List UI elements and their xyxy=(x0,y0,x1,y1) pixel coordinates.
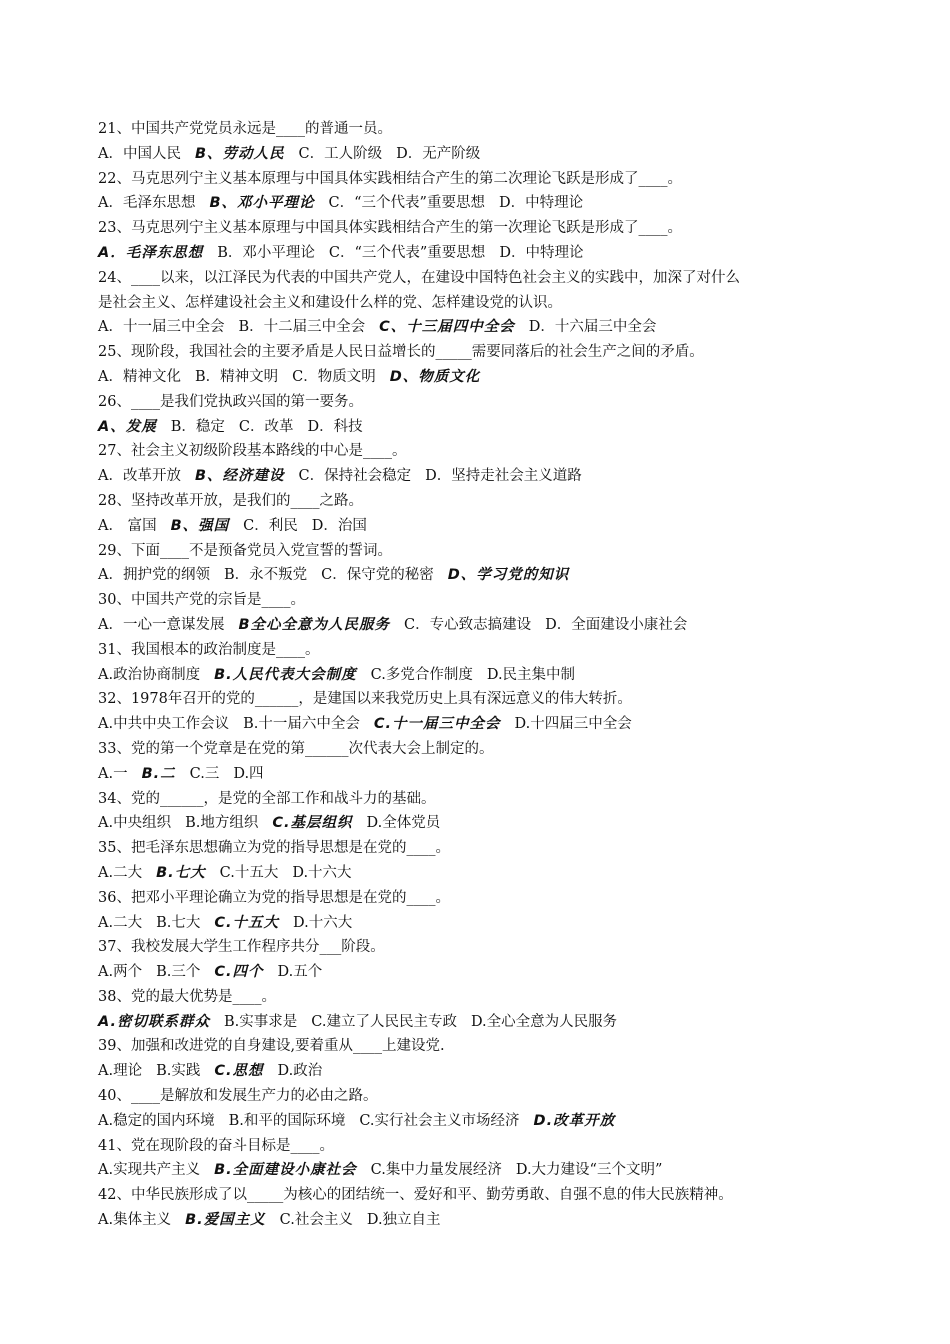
answer-option: C.集中力量发展经济 xyxy=(370,1162,502,1179)
correct-answer-option: B、经济建设 xyxy=(194,468,285,485)
correct-answer-option: B.二 xyxy=(141,765,176,782)
answer-option: A.政治协商制度 xyxy=(98,666,201,683)
answer-option: B.十一届六中全会 xyxy=(243,716,360,733)
answer-option: C．改革 xyxy=(238,418,294,435)
answer-option: B.三个 xyxy=(156,964,201,981)
answer-options xyxy=(98,811,868,836)
question-text: 36、把邓小平理论确立为党的指导思想是在党的____。 xyxy=(98,889,450,906)
question-text: 33、党的第一个党章是在党的第______次代表大会上制定的。 xyxy=(98,740,494,757)
answer-options xyxy=(98,613,868,638)
answer-option: B.和平的国际环境 xyxy=(228,1112,346,1129)
answer-option: D.四 xyxy=(233,765,264,782)
question-text: 31、我国根本的政治制度是____。 xyxy=(98,641,320,658)
answer-option: D．十六届三中全会 xyxy=(528,319,657,336)
correct-answer-option: B.全面建设小康社会 xyxy=(214,1162,357,1179)
correct-answer-option: A、发展 xyxy=(98,418,157,435)
question-text: 25、现阶段，我国社会的主要矛盾是人民日益增长的_____需要同落后的社会生产之间的矛盾。 xyxy=(98,344,704,361)
answer-option: D．无产阶级 xyxy=(396,145,481,162)
answer-option: B．十二届三中全会 xyxy=(238,319,366,336)
question-text: 21、中国共产党党员永远是____的普通一员。 xyxy=(98,121,392,137)
answer-option: D．坚持走社会主义道路 xyxy=(425,468,582,485)
answer-option: D．中特理论 xyxy=(498,195,584,212)
question-text: 30、中国共产党的宗旨是____。 xyxy=(98,592,305,609)
answer-option: A.一 xyxy=(98,765,128,782)
answer-option: A．拥护党的纲领 xyxy=(98,567,210,584)
answer-option: C．物质文明 xyxy=(292,368,376,385)
correct-answer-option: C.基层组织 xyxy=(272,815,353,832)
answer-option: C.十五大 xyxy=(219,864,279,881)
answer-options xyxy=(98,861,868,886)
answer-option: B．邓小平理论 xyxy=(217,244,315,261)
question-text: 37、我校发展大学生工作程序共分___阶段。 xyxy=(98,939,385,956)
correct-answer-option: D.改革开放 xyxy=(533,1112,616,1129)
correct-answer-option: C.十一届三中全会 xyxy=(373,716,501,733)
answer-option: A.实现共产主义 xyxy=(98,1162,201,1179)
answer-option: A.二大 xyxy=(98,914,143,931)
answer-option: A．改革开放 xyxy=(98,468,181,485)
answer-option: C.社会主义 xyxy=(279,1212,353,1229)
question-text: 38、党的最大优势是____。 xyxy=(98,988,276,1005)
answer-option: B．永不叛党 xyxy=(223,567,308,584)
question-text: 29、下面____不是预备党员入党宣誓的誓词。 xyxy=(98,542,392,559)
answer-options xyxy=(98,142,868,167)
question-text-continued: 是社会主义、怎样建设社会主义和建设什么样的党、怎样建设党的认识。 xyxy=(98,294,562,311)
answer-option: C.三 xyxy=(189,765,220,782)
answer-option: D．科技 xyxy=(307,418,363,435)
answer-option: C.实行社会主义市场经济 xyxy=(359,1112,520,1129)
answer-options xyxy=(98,415,868,440)
answer-options xyxy=(98,663,868,688)
answer-option: A．一心一意谋发展 xyxy=(98,616,225,633)
question-text: 34、党的______，是党的全部工作和战斗力的基础。 xyxy=(98,790,436,807)
answer-options xyxy=(98,241,868,266)
answer-options xyxy=(98,712,868,737)
answer-option: C．工人阶级 xyxy=(298,145,383,162)
answer-option: D．中特理论 xyxy=(499,244,584,261)
answer-option: C．保持社会稳定 xyxy=(298,468,412,485)
answer-option: D.政治 xyxy=(277,1063,323,1080)
answer-option: B.实事求是 xyxy=(224,1013,298,1030)
answer-options xyxy=(98,1109,868,1134)
answer-option: A．毛泽东思想 xyxy=(98,195,196,212)
answer-options xyxy=(98,762,868,787)
question-text: 42、中华民族形成了以_____为核心的团结统一、爱好和平、勤劳勇敢、自强不息的伟大民族精神。 xyxy=(98,1187,733,1204)
answer-option: B.七大 xyxy=(156,914,201,931)
answer-option: C.多党合作制度 xyxy=(370,666,473,683)
correct-answer-option: C.四个 xyxy=(214,964,264,981)
question-text: 35、把毛泽东思想确立为党的指导思想是在党的____。 xyxy=(98,840,450,857)
correct-answer-option: B全心全意为人民服务 xyxy=(238,616,391,633)
question-text: 41、党在现阶段的奋斗目标是____。 xyxy=(98,1137,334,1154)
correct-answer-option: B、强国 xyxy=(170,517,230,534)
answer-option: D.十六大 xyxy=(292,864,352,881)
question-text: 24、____以来，以江泽民为代表的中国共产党人，在建设中国特色社会主义的实践中，加深了对什么 xyxy=(98,269,740,286)
answer-option: D.十四届三中全会 xyxy=(514,716,632,733)
answer-option: B.地方组织 xyxy=(185,815,259,832)
answer-options xyxy=(98,315,868,340)
answer-option: C．“三个代表”重要思想 xyxy=(328,195,485,212)
answer-option: A.二大 xyxy=(98,864,143,881)
answer-option: B．精神文明 xyxy=(194,368,279,385)
answer-option: D.民主集中制 xyxy=(486,666,576,683)
answer-option: A． 富国 xyxy=(98,517,157,534)
answer-options xyxy=(98,911,868,936)
answer-option: C.建立了人民民主专政 xyxy=(311,1013,457,1030)
answer-options xyxy=(98,365,868,390)
answer-option: B．稳定 xyxy=(170,418,225,435)
answer-option: D.全体党员 xyxy=(366,815,441,832)
correct-answer-option: A.密切联系群众 xyxy=(98,1013,210,1030)
answer-option: A.中共中央工作会议 xyxy=(98,716,230,733)
answer-option: A.中央组织 xyxy=(98,815,172,832)
answer-option: D．全面建设小康社会 xyxy=(545,616,688,633)
question-text: 28、坚持改革开放，是我们的____之路。 xyxy=(98,492,363,509)
answer-option: C．“三个代表”重要思想 xyxy=(328,244,486,261)
answer-option: D．治国 xyxy=(311,517,367,534)
question-text: 23、马克思列宁主义基本原理与中国具体实践相结合产生的第一次理论飞跃是形成了____。 xyxy=(98,220,682,237)
answer-option: C．专心致志搞建设 xyxy=(404,616,532,633)
correct-answer-option: C.思想 xyxy=(214,1063,264,1080)
question-list xyxy=(98,117,868,1233)
question-text: 27、社会主义初级阶段基本路线的中心是____。 xyxy=(98,443,407,460)
answer-options xyxy=(98,1208,868,1233)
correct-answer-option: A．毛泽东思想 xyxy=(98,244,204,261)
correct-answer-option: B.人民代表大会制度 xyxy=(214,666,357,683)
answer-options xyxy=(98,191,868,216)
correct-answer-option: B、劳动人民 xyxy=(194,145,285,162)
answer-option: A．精神文化 xyxy=(98,368,181,385)
answer-option: A．十一届三中全会 xyxy=(98,319,225,336)
question-text: 22、马克思列宁主义基本原理与中国具体实践相结合产生的第二次理论飞跃是形成了____。 xyxy=(98,170,682,187)
correct-answer-option: B.爱国主义 xyxy=(185,1212,266,1229)
question-text: 39、加强和改进党的自身建设,要着重从____上建设党. xyxy=(98,1038,445,1055)
question-text: 26、____是我们党执政兴国的第一要务。 xyxy=(98,393,363,410)
answer-options xyxy=(98,1010,868,1035)
correct-answer-option: B.七大 xyxy=(156,864,206,881)
answer-option: A.稳定的国内环境 xyxy=(98,1112,215,1129)
answer-option: D.全心全意为人民服务 xyxy=(470,1013,618,1030)
answer-option: A．中国人民 xyxy=(98,145,181,162)
answer-option: C．利民 xyxy=(243,517,298,534)
answer-options xyxy=(98,563,868,588)
correct-answer-option: B、邓小平理论 xyxy=(209,195,315,212)
answer-option: D.独立自主 xyxy=(366,1212,441,1229)
answer-option: A.理论 xyxy=(98,1063,143,1080)
correct-answer-option: D、学习党的知识 xyxy=(447,567,570,584)
answer-options xyxy=(98,464,868,489)
correct-answer-option: C.十五大 xyxy=(214,914,280,931)
answer-option: D.五个 xyxy=(277,964,323,981)
question-text: 40、____是解放和发展生产力的必由之路。 xyxy=(98,1088,378,1105)
answer-option: D.十六大 xyxy=(293,914,353,931)
answer-option: A.两个 xyxy=(98,964,143,981)
answer-options xyxy=(98,1158,868,1183)
question-text: 32、1978年召开的党的______，是建国以来我党历史上具有深远意义的伟大转折。 xyxy=(98,691,632,708)
correct-answer-option: D、物质文化 xyxy=(389,368,481,385)
answer-option: C．保守党的秘密 xyxy=(321,567,434,584)
answer-option: A.集体主义 xyxy=(98,1212,172,1229)
answer-options xyxy=(98,514,868,539)
correct-answer-option: C、十三届四中全会 xyxy=(379,319,515,336)
answer-options xyxy=(98,960,868,985)
answer-option: D.大力建设“三个文明” xyxy=(515,1162,663,1179)
answer-option: B.实践 xyxy=(156,1063,201,1080)
answer-options xyxy=(98,1059,868,1084)
